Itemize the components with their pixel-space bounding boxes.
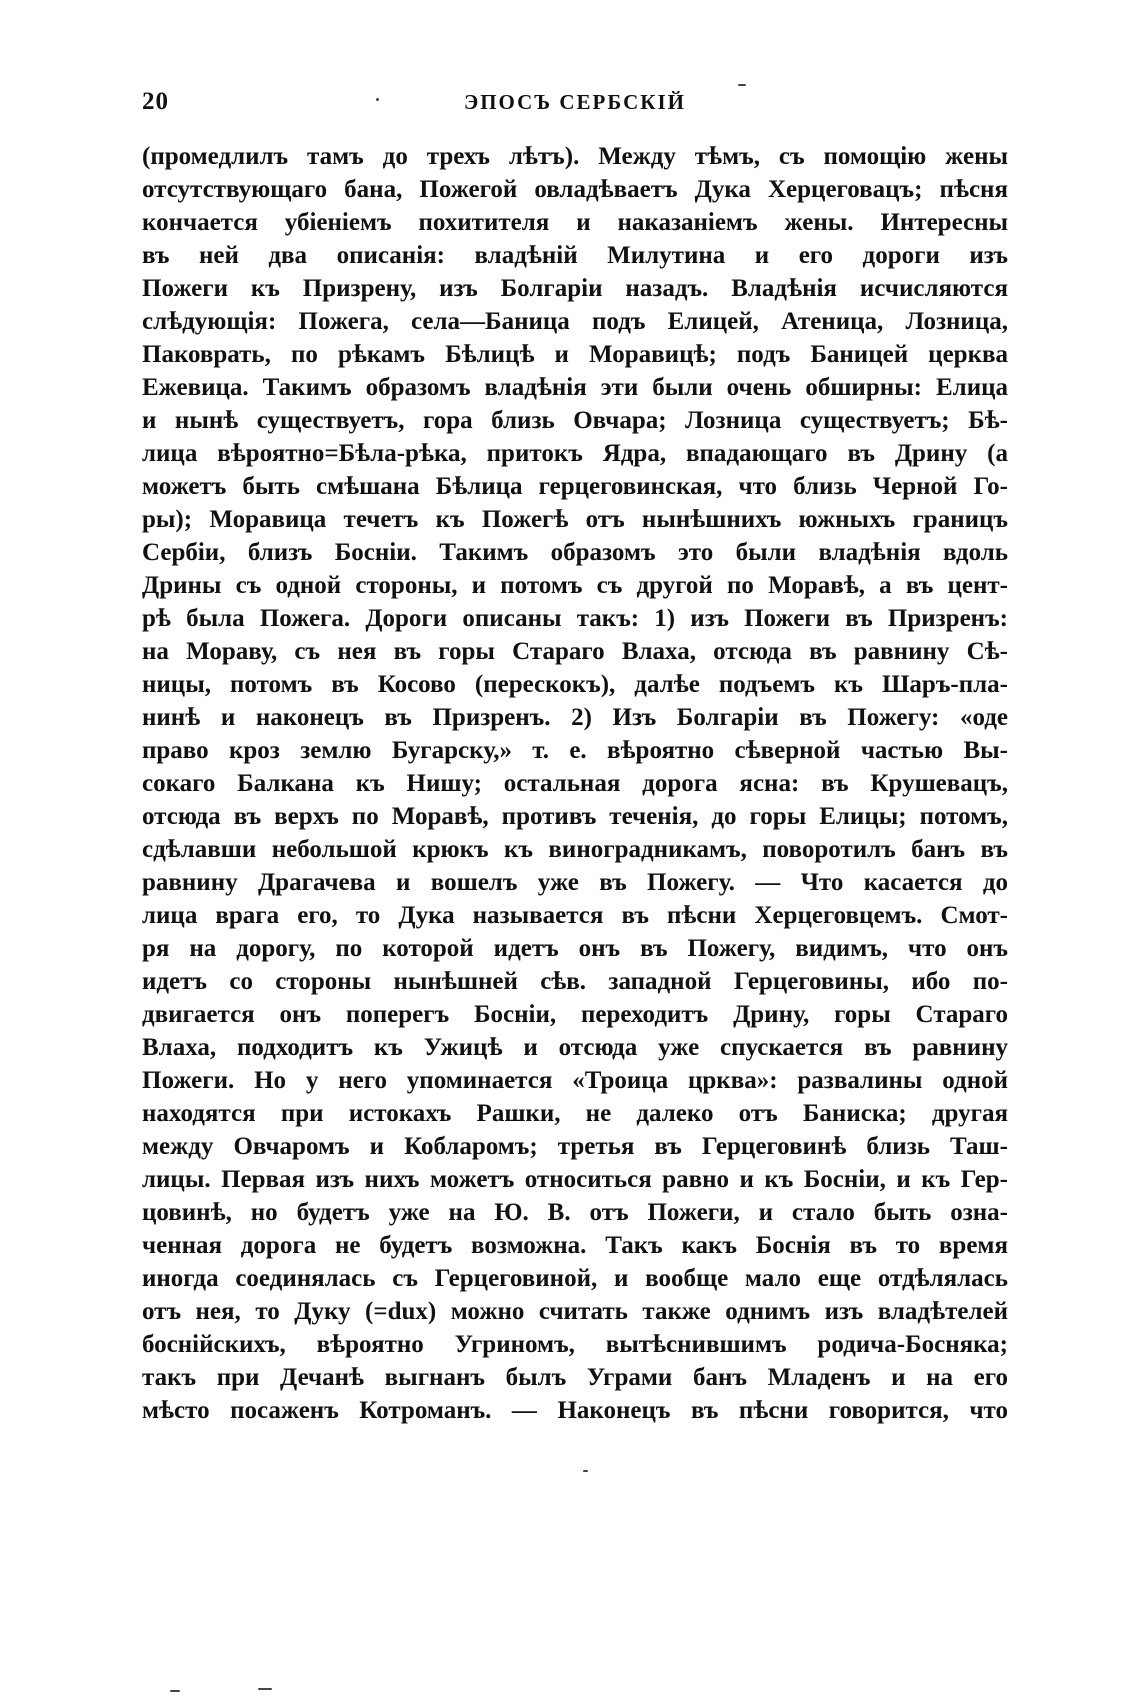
text-line: двигается онъ поперегъ Босніи, переходитъ Дрину, горы Стараго [142, 1001, 1008, 1028]
text-line: такъ при Дечанѣ выгнанъ былъ Уграми банъ Младенъ и на его [142, 1364, 1008, 1391]
text-line: сокаго Балкана къ Нишу; остальная дорога ясна: въ Крушевацъ, [142, 770, 1008, 797]
scan-speck [258, 1688, 272, 1690]
text-line: можетъ быть смѣшана Бѣлица герцеговинская, что близь Черной Го- [142, 473, 1008, 500]
text-line: ры); Моравица течетъ къ Пожегѣ отъ нынѣшнихъ южныхъ границъ [142, 506, 1008, 533]
text-line: право кроз землю Бугарску,» т. е. вѣроятно сѣверной частью Вы- [142, 737, 1008, 764]
text-line: рѣ была Пожега. Дороги описаны такъ: 1) изъ Пожеги въ Призренъ: [142, 605, 1008, 632]
text-line: между Овчаромъ и Кобларомъ; третья въ Герцеговинѣ близь Таш- [142, 1133, 1008, 1160]
page-number: 20 [142, 88, 169, 115]
text-line: ченная дорога не будетъ возможна. Такъ какъ Боснія въ то время [142, 1232, 1008, 1259]
text-line: боснійскихъ, вѣроятно Угриномъ, вытѣснившимъ родича-Босняка; [142, 1331, 1008, 1358]
text-line: иногда соединялась съ Герцеговиной, и вообще мало еще отдѣлялась [142, 1265, 1008, 1292]
text-line: Дрины съ одной стороны, и потомъ съ другой по Моравѣ, а въ цент- [142, 572, 1008, 599]
text-line: Пожеги. Но у него упоминается «Троица црква»: развалины одной [142, 1067, 1008, 1094]
text-line: слѣдующія: Пожега, села—Баница подъ Елицей, Атеница, Лозница, [142, 308, 1008, 335]
text-line: отсутствующаго бана, Пожегой овладѣваетъ Дука Херцеговацъ; пѣсня [142, 176, 1008, 203]
text-line: Ежевица. Такимъ образомъ владѣнія эти были очень обширны: Елица [142, 374, 1008, 401]
text-line: Пожеги къ Призрену, изъ Болгаріи назадъ. Владѣнія исчисляются [142, 275, 1008, 302]
body-text [142, 140, 1008, 1427]
text-line: кончается убіеніемъ похитителя и наказаніемъ жены. Интересны [142, 209, 1008, 236]
text-line: (промедлилъ тамъ до трехъ лѣтъ). Между тѣмъ, съ помощію жены [142, 143, 1008, 170]
running-title: ЭПОСЪ СЕРБСКІЙ [463, 90, 686, 114]
scan-speck [583, 1470, 588, 1472]
text-line: лицы. Первая изъ нихъ можетъ относиться равно и къ Босніи, и къ Гер- [142, 1166, 1008, 1193]
text-line: Влаха, подходитъ къ Ужицѣ и отсюда уже спускается въ равнину [142, 1034, 1008, 1061]
scan-speck [170, 1690, 180, 1692]
text-line: равнину Драгачева и вошелъ уже въ Пожегу. — Что касается до [142, 869, 1008, 896]
text-line: мѣсто посаженъ Котроманъ. — Наконецъ въ пѣсни говорится, что [142, 1397, 1008, 1424]
page-header [142, 88, 1008, 128]
text-line: лица врага его, то Дука называется въ пѣсни Херцеговцемъ. Смот- [142, 902, 1008, 929]
text-line: ря на дорогу, по которой идетъ онъ въ Пожегу, видимъ, что онъ [142, 935, 1008, 962]
text-line: Паковрать, по рѣкамъ Бѣлицѣ и Моравицѣ; подъ Баницей церква [142, 341, 1008, 368]
text-line: ницы, потомъ въ Косово (перескокъ), далѣе подъемъ къ Шаръ-пла- [142, 671, 1008, 698]
text-line: Сербіи, близъ Босніи. Такимъ образомъ это были владѣнія вдоль [142, 539, 1008, 566]
text-line: отъ нея, то Дуку (=dux) можно считать также однимъ изъ владѣтелей [142, 1298, 1008, 1325]
text-line: на Мораву, съ нея въ горы Стараго Влаха, отсюда въ равнину Сѣ- [142, 638, 1008, 665]
scan-speck [738, 84, 746, 86]
text-line: лица вѣроятно=Бѣла-рѣка, притокъ Ядра, впадающаго въ Дрину (а [142, 440, 1008, 467]
text-line: цовинѣ, но будетъ уже на Ю. В. отъ Пожеги, и стало быть озна- [142, 1199, 1008, 1226]
text-line: сдѣлавши небольшой крюкъ къ виноградникамъ, поворотилъ банъ въ [142, 836, 1008, 863]
scan-speck [376, 98, 379, 101]
text-line: и нынѣ существуетъ, гора близь Овчара; Лозница существуетъ; Бѣ- [142, 407, 1008, 434]
text-line: нинѣ и наконецъ въ Призренъ. 2) Изъ Болгаріи въ Пожегу: «оде [142, 704, 1008, 731]
text-line: въ ней два описанія: владѣній Милутина и его дороги изъ [142, 242, 1008, 269]
text-line: идетъ со стороны нынѣшней сѣв. западной Герцеговины, ибо по- [142, 968, 1008, 995]
text-line: находятся при истокахъ Рашки, не далеко отъ Баниска; другая [142, 1100, 1008, 1127]
text-line: отсюда въ верхъ по Моравѣ, противъ теченія, до горы Елицы; потомъ, [142, 803, 1008, 830]
